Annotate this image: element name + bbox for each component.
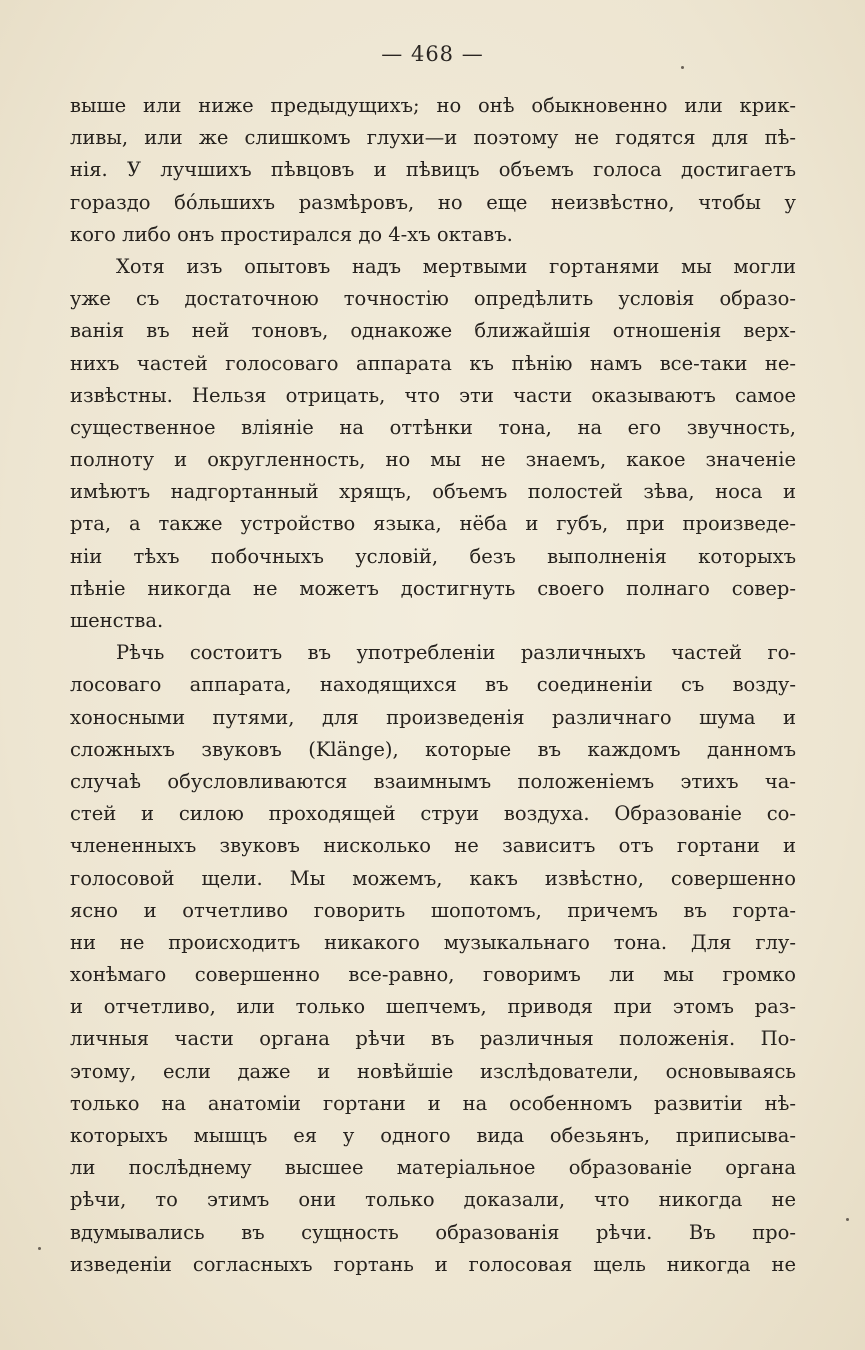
text-line: хонѣмаго совершенно все-равно, говоримъ ли мы громко: [70, 963, 796, 987]
text-line: ливы, или же слишкомъ глухи—и поэтому не годятся для пѣ-: [70, 126, 796, 150]
text-line: пѣніе никогда не можетъ достигнуть своего полнаго совер-: [70, 576, 796, 600]
print-speck: [681, 66, 684, 69]
page-number: — 468 —: [381, 42, 484, 66]
text-line: выше или ниже предыдущихъ; но онѣ обыкновенно или крик-: [70, 94, 796, 117]
paragraph-1: [70, 90, 796, 251]
print-speck: [846, 1218, 849, 1221]
text-line: члененныхъ звуковъ нисколько не зависитъ отъ гортани и: [70, 834, 796, 858]
text-line: которыхъ мышцъ ея у одного вида обезьянъ, приписыва-: [70, 1124, 796, 1147]
text-line: рта, а также устройство языка, нёба и губъ, при произведе-: [70, 512, 796, 536]
text-line: случаѣ обусловливаются взаимнымъ положеніемъ этихъ ча-: [70, 769, 796, 793]
text-line: ни не происходитъ никакого музыкальнаго тона. Для глу-: [70, 930, 796, 954]
text-line: личныя части органа рѣчи въ различныя положенія. По-: [70, 1027, 796, 1051]
text-line: Хотя изъ опытовъ надъ мертвыми гортанями мы могли: [116, 254, 796, 278]
text-line: нихъ частей голосоваго аппарата къ пѣнію намъ все-таки не-: [70, 351, 796, 375]
text-line: шенства.: [70, 609, 164, 632]
text-line: стей и силою проходящей струи воздуха. Образованіе со-: [70, 802, 796, 826]
text-line: лосоваго аппарата, находящихся въ соединеніи съ возду-: [70, 673, 796, 697]
text-line: имѣютъ надгортанный хрящъ, объемъ полостей зѣва, носа и: [70, 480, 796, 504]
text-line: этому, если даже и новѣйшіе изслѣдователи, основываясь: [70, 1059, 796, 1083]
text-line: кого либо онъ простирался до 4-хъ октавъ.: [70, 222, 513, 246]
print-speck: [38, 1247, 41, 1250]
text-line: существенное вліяніе на оттѣнки тона, на его звучность,: [70, 415, 796, 439]
text-line: сложныхъ звуковъ (Klänge), которые въ каждомъ данномъ: [70, 737, 796, 761]
text-line: ясно и отчетливо говорить шопотомъ, причемъ въ горта-: [70, 898, 796, 922]
text-line: гораздо бóльшихъ размѣровъ, но еще неизвѣстно, чтобы у: [70, 190, 796, 214]
text-line: только на анатоміи гортани и на особенномъ развитіи нѣ-: [70, 1091, 796, 1115]
text-line: ніи тѣхъ побочныхъ условій, безъ выполненія которыхъ: [70, 544, 796, 568]
text-line: вдумывались въ сущность образованія рѣчи. Въ про-: [70, 1220, 796, 1244]
text-line: ванія въ ней тоновъ, однакоже ближайшія отношенія верх-: [70, 319, 796, 343]
text-line: рѣчи, то этимъ они только доказали, что никогда не: [70, 1188, 796, 1212]
paragraph-3: [70, 637, 796, 1281]
text-line: ли послѣднему высшее матеріальное образованіе органа: [70, 1156, 796, 1180]
paragraph-2: [70, 251, 796, 637]
text-line: хоносными путями, для произведенія различнаго шума и: [70, 705, 796, 729]
text-line: Рѣчь состоитъ въ употребленіи различныхъ частей го-: [116, 641, 796, 665]
text-line: изведеніи согласныхъ гортань и голосовая щель никогда не: [70, 1252, 796, 1276]
body-text: [70, 90, 796, 1281]
text-line: голосовой щели. Мы можемъ, какъ извѣстно, совершенно: [70, 866, 796, 890]
text-line: нія. У лучшихъ пѣвцовъ и пѣвицъ объемъ голоса достигаетъ: [70, 158, 796, 182]
text-line: извѣстны. Нельзя отрицать, что эти части оказываютъ самое: [70, 383, 796, 407]
text-line: уже съ достаточною точностію опредѣлить условія образо-: [70, 287, 796, 311]
text-line: и отчетливо, или только шепчемъ, приводя при этомъ раз-: [70, 995, 796, 1019]
text-line: полноту и округленность, но мы не знаемъ, какое значеніе: [70, 448, 796, 472]
